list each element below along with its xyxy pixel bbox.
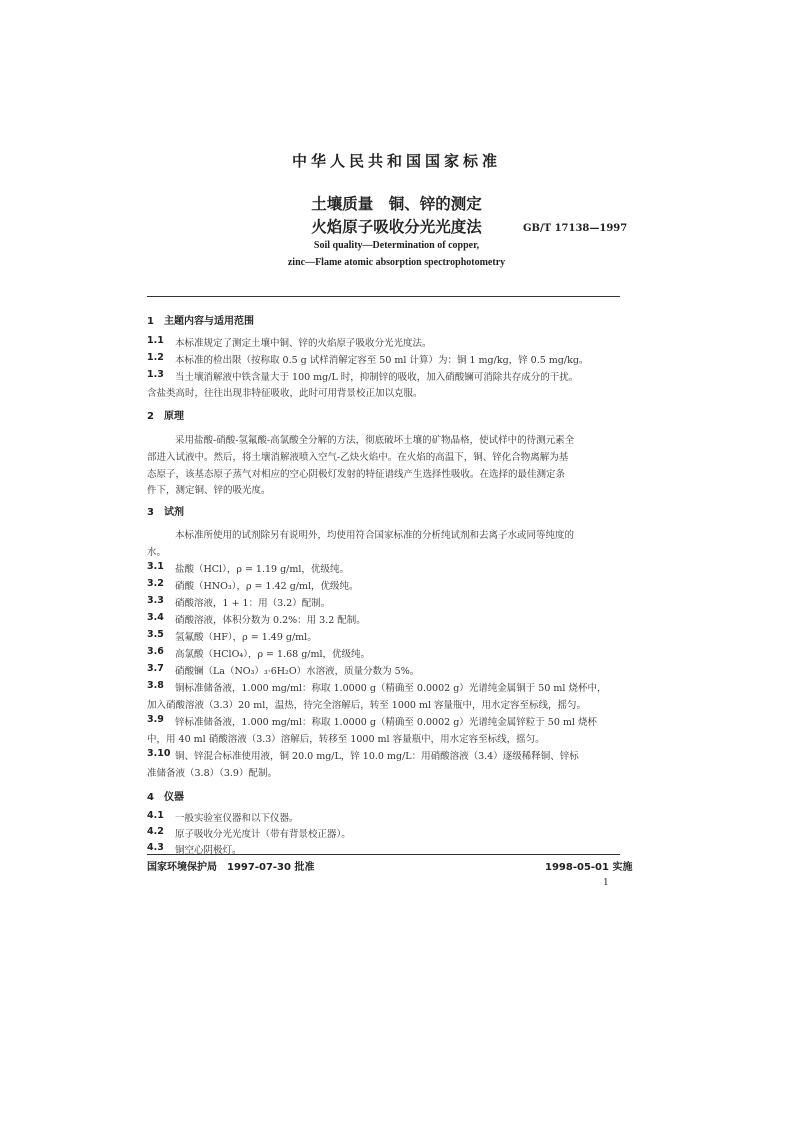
item-1-3-text-2: 含盐类高时，往往出现非特征吸收，此时可用背景校正加以克服。 <box>147 388 423 399</box>
item-4-3-number: 4.3 <box>147 842 164 853</box>
principle-text-2: 部进入试液中。然后，将土壤消解液喷入空气-乙炔火焰中。在火焰的高温下，铜、锌化合物离解为基 <box>147 452 569 463</box>
standard-code: GB/T 17138—1997 <box>523 223 628 234</box>
section-3-title: 3 试剂 <box>147 507 184 518</box>
item-3-4-text: 硝酸溶液，体积分数为 0.2%：用 3.2 配制。 <box>175 615 366 626</box>
item-3-8-number: 3.8 <box>147 680 164 691</box>
footer-rule <box>147 854 620 855</box>
en-title-line-1: Soil quality—Determination of copper, <box>313 240 480 251</box>
section-2-title: 2 原理 <box>147 411 184 422</box>
cn-title-line-1: 土壤质量 铜、锌的测定 <box>311 195 482 213</box>
item-4-2-number: 4.2 <box>147 826 164 837</box>
principle-text-1: 采用盐酸-硝酸-氢氟酸-高氯酸全分解的方法，彻底破坏土壤的矿物晶格，使试样中的待测元素全 <box>175 435 575 446</box>
item-4-2-text: 原子吸收分光光度计（带有背景校正器）。 <box>175 829 351 840</box>
item-3-3-text: 硝酸溶液，1 + 1：用（3.2）配制。 <box>175 598 331 609</box>
item-3-5-number: 3.5 <box>147 629 164 640</box>
item-3-9-number: 3.9 <box>147 714 164 725</box>
cn-title-line-2: 火焰原子吸收分光光度法 <box>311 218 482 236</box>
reagent-intro-1: 本标准所使用的试剂除另有说明外，均使用符合国家标准的分析纯试剂和去离子水或同等纯度的 <box>175 530 575 541</box>
section-1-title: 1 主题内容与适用范围 <box>147 316 254 327</box>
item-3-1-number: 3.1 <box>147 561 164 572</box>
item-4-1-number: 4.1 <box>147 810 164 821</box>
reagent-intro-2: 水。 <box>147 547 167 558</box>
item-3-8-text-1: 铜标准储备液，1.000 mg/ml：称取 1.0000 g（精确至 0.0002 g）光谱纯金属铜于 50 ml 烧杯中， <box>175 683 607 694</box>
item-3-7-number: 3.7 <box>147 663 164 674</box>
item-1-2-number: 1.2 <box>147 352 164 363</box>
item-3-6-number: 3.6 <box>147 646 164 657</box>
item-3-10-number: 3.10 <box>147 748 171 759</box>
item-1-1-text: 本标准规定了测定土壤中铜、锌的火焰原子吸收分光光度法。 <box>175 338 432 349</box>
item-3-2-text: 硝酸（HNO₃），ρ = 1.42 g/ml，优级纯。 <box>175 581 359 592</box>
item-3-2-number: 3.2 <box>147 578 164 589</box>
item-3-5-text: 氢氟酸（HF），ρ = 1.49 g/ml。 <box>175 632 317 643</box>
item-1-3-text-1: 当土壤消解液中铁含量大于 100 mg/L 时，抑制锌的吸收，加入硝酸镧可消除共存成分的干扰。 <box>175 372 579 383</box>
section-4-title: 4 仪器 <box>147 792 184 803</box>
item-3-4-number: 3.4 <box>147 612 164 623</box>
standard-title: 中华人民共和国国家标准 <box>291 152 501 170</box>
principle-text-4: 件下，测定铜、锌的吸光度。 <box>147 485 271 496</box>
page-number: 1 <box>603 876 609 888</box>
item-1-2-text: 本标准的检出限（按称取 0.5 g 试样消解定容至 50 ml 计算）为：铜 1 mg/kg，锌 0.5 mg/kg。 <box>175 355 589 366</box>
item-3-6-text: 高氯酸（HClO₄），ρ = 1.68 g/ml，优级纯。 <box>175 649 371 660</box>
item-4-1-text: 一般实验室仪器和以下仪器。 <box>175 813 299 824</box>
item-3-10-text-2: 准储备液（3.8）（3.9）配制。 <box>147 768 277 779</box>
item-3-9-text-2: 中，用 40 ml 硝酸溶液（3.3）溶解后，转移至 1000 ml 容量瓶中，用水定容至标线，摇匀。 <box>147 734 545 745</box>
item-3-1-text: 盐酸（HCl），ρ = 1.19 g/ml，优级纯。 <box>175 564 349 575</box>
item-3-9-text-1: 锌标准储备液，1.000 mg/ml：称取 1.0000 g（精确至 0.0002 g）光谱纯金属锌粒于 50 ml 烧杯 <box>175 717 597 728</box>
item-1-1-number: 1.1 <box>147 335 164 346</box>
item-3-3-number: 3.3 <box>147 595 164 606</box>
item-1-3-number: 1.3 <box>147 369 164 380</box>
principle-text-3: 态原子，该基态原子蒸气对相应的空心阴极灯发射的特征谱线产生选择性吸收。在选择的最佳测定条 <box>147 469 566 480</box>
approval-line: 国家环境保护局 1997-07-30 批准 <box>147 862 315 873</box>
implementation-date: 1998-05-01 实施 <box>545 862 633 873</box>
item-3-8-text-2: 加入硝酸溶液（3.3）20 ml，温热，待完全溶解后，转至 1000 ml 容量瓶中，用水定容至标线，摇匀。 <box>147 700 587 711</box>
en-title-line-2: zinc—Flame atomic absorption spectrophotometry <box>287 257 506 268</box>
item-3-7-text: 硝酸镧（La（NO₃）₃·6H₂O）水溶液，质量分数为 5%。 <box>175 666 420 677</box>
item-3-10-text-1: 铜、锌混合标准使用液，铜 20.0 mg/L，锌 10.0 mg/L：用硝酸溶液（3.4）逐级稀释铜、锌标 <box>175 751 579 762</box>
item-4-3-text: 铜空心阴极灯。 <box>175 845 242 856</box>
header-rule <box>147 296 620 297</box>
